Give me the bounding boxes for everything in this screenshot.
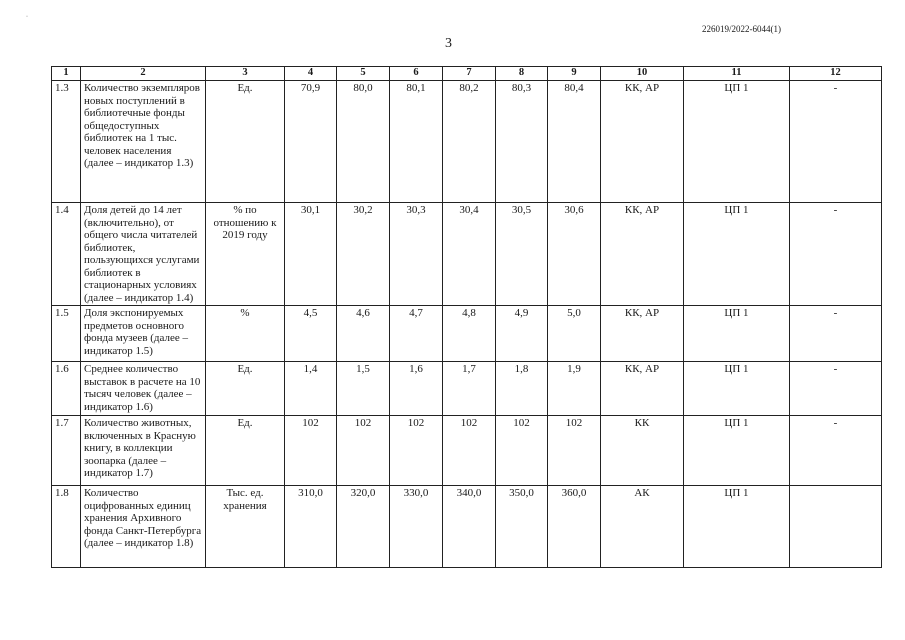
- row-number: 1.4: [52, 203, 81, 306]
- source-cell: КК, АР: [601, 203, 684, 306]
- column-header: 5: [337, 67, 390, 81]
- value-cell: 30,5: [496, 203, 548, 306]
- indicator-description: Доля детей до 14 лет (включительно), от общего числа читателей библиотек, пользующихся услугами библиотек в стационарных условиях (далее – индикатор 1.4): [81, 203, 206, 306]
- table-row: [52, 416, 882, 486]
- target-program-cell: ЦП 1: [684, 362, 790, 416]
- source-cell: КК, АР: [601, 81, 684, 203]
- unit-cell: % по отношению к 2019 году: [206, 203, 285, 306]
- column-header: 10: [601, 67, 684, 81]
- table-row: [52, 306, 882, 362]
- value-cell: 80,1: [390, 81, 443, 203]
- value-cell: 102: [285, 416, 337, 486]
- value-cell: 80,4: [548, 81, 601, 203]
- indicator-description: Среднее количество выставок в расчете на 10 тысяч человек (далее – индикатор 1.6): [81, 362, 206, 416]
- source-cell: КК, АР: [601, 362, 684, 416]
- value-cell: 30,1: [285, 203, 337, 306]
- row-number: 1.3: [52, 81, 81, 203]
- value-cell: 30,3: [390, 203, 443, 306]
- target-program-cell: ЦП 1: [684, 486, 790, 568]
- column-header: 3: [206, 67, 285, 81]
- column-header: 11: [684, 67, 790, 81]
- unit-cell: Ед.: [206, 362, 285, 416]
- note-cell: [790, 486, 882, 568]
- table-row: [52, 81, 882, 203]
- scan-mark: ·: [26, 14, 28, 20]
- source-cell: АК: [601, 486, 684, 568]
- value-cell: 360,0: [548, 486, 601, 568]
- indicator-description: Доля экспонируемых предметов основного фонда музеев (далее – индикатор 1.5): [81, 306, 206, 362]
- value-cell: 102: [496, 416, 548, 486]
- table-row: [52, 362, 882, 416]
- value-cell: 80,3: [496, 81, 548, 203]
- target-program-cell: ЦП 1: [684, 81, 790, 203]
- value-cell: 102: [337, 416, 390, 486]
- column-header: 4: [285, 67, 337, 81]
- value-cell: 4,8: [443, 306, 496, 362]
- value-cell: 4,5: [285, 306, 337, 362]
- column-header: 9: [548, 67, 601, 81]
- value-cell: 5,0: [548, 306, 601, 362]
- page-number: 3: [445, 36, 452, 51]
- note-cell: -: [790, 362, 882, 416]
- column-header: 7: [443, 67, 496, 81]
- unit-cell: Ед.: [206, 81, 285, 203]
- note-cell: -: [790, 416, 882, 486]
- row-number: 1.7: [52, 416, 81, 486]
- unit-cell: %: [206, 306, 285, 362]
- value-cell: 30,2: [337, 203, 390, 306]
- value-cell: 1,9: [548, 362, 601, 416]
- target-program-cell: ЦП 1: [684, 416, 790, 486]
- row-number: 1.6: [52, 362, 81, 416]
- note-cell: -: [790, 306, 882, 362]
- row-number: 1.8: [52, 486, 81, 568]
- table-row: [52, 486, 882, 568]
- target-program-cell: ЦП 1: [684, 306, 790, 362]
- value-cell: 310,0: [285, 486, 337, 568]
- value-cell: 4,6: [337, 306, 390, 362]
- unit-cell: Ед.: [206, 416, 285, 486]
- value-cell: 30,4: [443, 203, 496, 306]
- value-cell: 1,4: [285, 362, 337, 416]
- note-cell: -: [790, 81, 882, 203]
- target-program-cell: ЦП 1: [684, 203, 790, 306]
- indicator-description: Количество оцифрованных единиц хранения Архивного фонда Санкт-Петербурга (далее – индикатор 1.8): [81, 486, 206, 568]
- column-header: 12: [790, 67, 882, 81]
- indicators-table: [51, 66, 882, 568]
- value-cell: 1,7: [443, 362, 496, 416]
- value-cell: 102: [390, 416, 443, 486]
- value-cell: 330,0: [390, 486, 443, 568]
- value-cell: 340,0: [443, 486, 496, 568]
- indicator-description: Количество животных, включенных в Красную книгу, в коллекции зоопарка (далее – индикатор 1.7): [81, 416, 206, 486]
- source-cell: КК, АР: [601, 306, 684, 362]
- value-cell: 350,0: [496, 486, 548, 568]
- row-number: 1.5: [52, 306, 81, 362]
- value-cell: 4,9: [496, 306, 548, 362]
- document-id: 226019/2022-6044(1): [702, 24, 781, 34]
- value-cell: 80,0: [337, 81, 390, 203]
- value-cell: 4,7: [390, 306, 443, 362]
- column-header: 2: [81, 67, 206, 81]
- column-header: 6: [390, 67, 443, 81]
- value-cell: 30,6: [548, 203, 601, 306]
- value-cell: 102: [548, 416, 601, 486]
- value-cell: 80,2: [443, 81, 496, 203]
- source-cell: КК: [601, 416, 684, 486]
- value-cell: 102: [443, 416, 496, 486]
- value-cell: 1,5: [337, 362, 390, 416]
- indicator-description: Количество экземпляров новых поступлений в библиотечные фонды общедоступных библиотек на 1 тыс. человек населения (далее – индикатор 1.3): [81, 81, 206, 203]
- value-cell: 1,8: [496, 362, 548, 416]
- note-cell: -: [790, 203, 882, 306]
- header-row: [52, 67, 882, 81]
- value-cell: 70,9: [285, 81, 337, 203]
- column-header: 1: [52, 67, 81, 81]
- column-header: 8: [496, 67, 548, 81]
- unit-cell: Тыс. ед. хранения: [206, 486, 285, 568]
- table-row: [52, 203, 882, 306]
- value-cell: 1,6: [390, 362, 443, 416]
- value-cell: 320,0: [337, 486, 390, 568]
